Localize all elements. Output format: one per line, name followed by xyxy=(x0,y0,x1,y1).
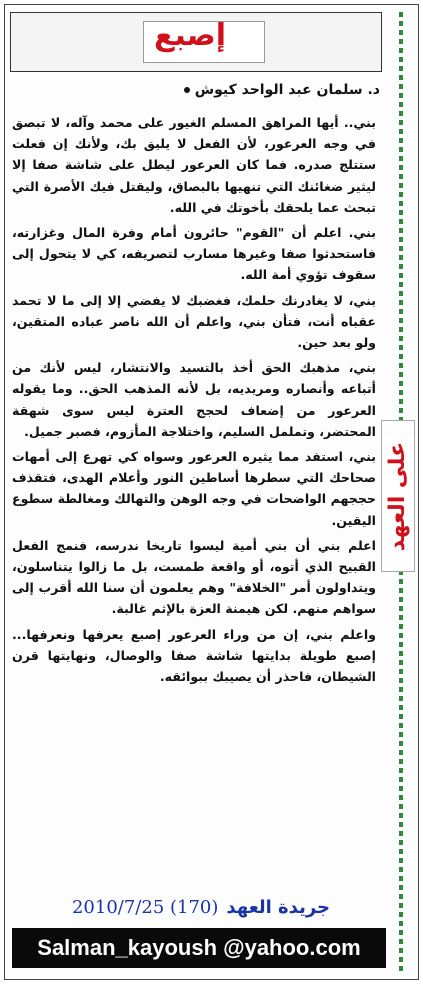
paragraph: بني، استفد مما يثيره العرعور وسواه كي تهرع إلى أمهات صحاحك التي سطرها أساطين النور وأعلام الهدى، فتقذف حججهم الواضحات في وجه الوهن والتهالك ومغالطة سطوع اليقين. xyxy=(12,449,376,528)
paragraph: واعلم بني، إن من وراء العرعور إصبع يعرفها ونعرفها... إصبع طويلة بدايتها شاشة صفا والوصال، ونهايتها قرن الشيطان، فاحذر أن يصيبك ببوائقه. xyxy=(12,626,376,685)
email-banner xyxy=(12,928,386,968)
issue-date: (170) 2010/7/25 xyxy=(71,897,219,918)
side-label-text: على العهد xyxy=(385,441,411,551)
newspaper-name: جريدة العهد xyxy=(226,897,331,918)
bullet-icon xyxy=(184,87,190,93)
paragraph: اعلم بني أن بني أمية ليسوا تاريخا ندرسه، فنمج الفعل القبيح الذي أتوه، أو واقعة طمست، بل ما زالوا يتناسلون، ويتداولون أمر "الخلافة" وهم يعلمون أن سنا الله أقرب إلى سواهم منهم. لكن هيمنة العزة بالإثم غالبة. xyxy=(12,537,376,617)
paragraph: بني، مذهبك الحق أخذ بالتسيد والانتشار، ليس لأنك من أتباعه وأنصاره ومريديه، بل لأنه المذهب الحق.. وما يقوله العرعور من إضعاف لحجج العترة ليس سوى شهقة المحتضر، وتململ السليم، واختلاجة المأزوم، فصبر جميل. xyxy=(12,360,376,439)
author-name: د. سلمان عبد الواحد كيوش xyxy=(194,82,380,98)
publication-footer xyxy=(12,897,390,918)
author-byline xyxy=(60,82,380,98)
email-address[interactable]: Salman_kayoush @yahoo.com xyxy=(37,935,361,960)
paragraph: بني.. أيها المراهق المسلم الغيور على محمد وآله، لا تبصق في وجه العرعور، لأن الفعل لا يليق بك، ولأنك إن فعلت ستتلج صدره. فما كان العرعور ليطل على شاشة صفا إلا ليثير ضغائنك التي تنهيها بالبصاق، وليقتل فيك الأصرة التي تبحث عما يلحقك بأخوتك في الله. xyxy=(12,115,376,215)
article-body xyxy=(12,112,376,691)
article-title: إصبع xyxy=(153,18,226,53)
paragraph: بني، لا يغادرنك حلمك، فغضبك لا يفضي إلا إلى ما لا تحمد عقباه أنت، فتأن بني، واعلم أن الله ناصر عباده المتقين، ولو بعد حين. xyxy=(12,292,376,351)
paragraph: بني. اعلم أن "القوم" حائرون أمام وفرة المال وغزارته، فاستحدثوا صفا وغيرها مسارب لتصريفه، كي لا يتحول إلى سقوف تؤوي أمة الله. xyxy=(12,225,376,283)
side-section-label xyxy=(381,420,415,572)
